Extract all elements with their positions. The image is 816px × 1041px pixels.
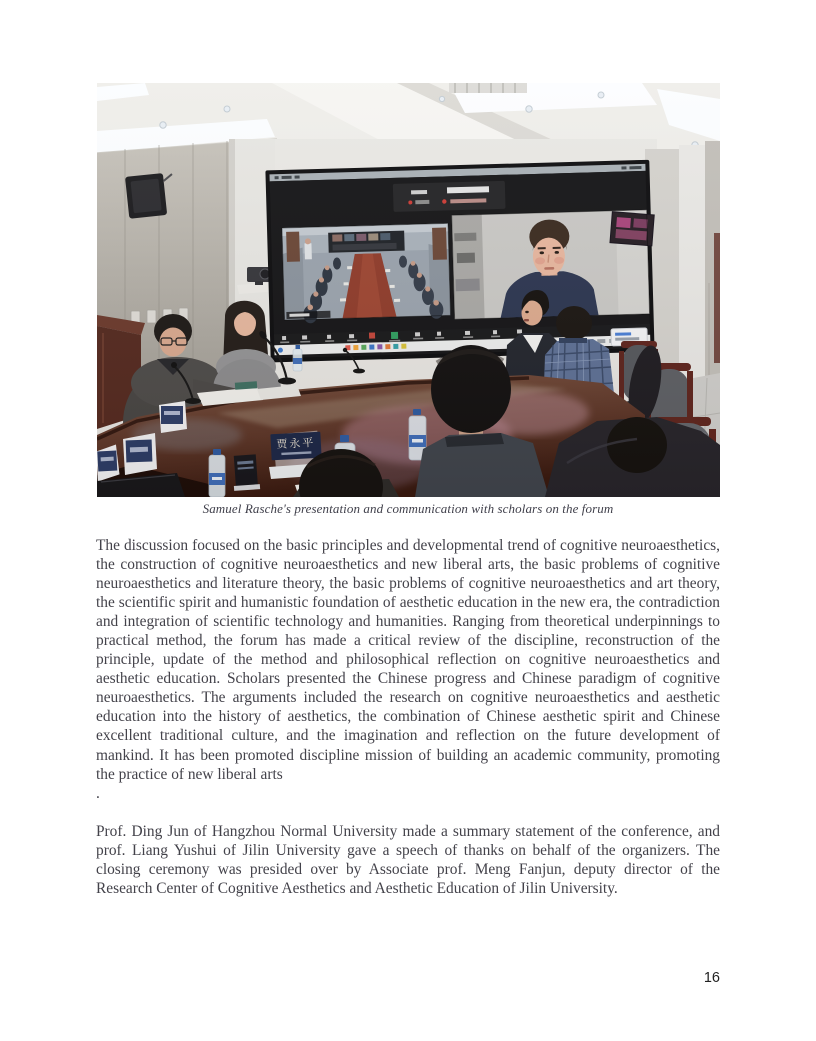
body-paragraph-1: The discussion focused on the basic principles and developmental trend of cognitive neuroaesthetics, the construction of cognitive neuroaesthetics and new liberal arts, the basic problems of cognitive neuroaesthetics and literature theory, the basic problems of cognitive neuroaesthetics and art theory, the scientific spirit and humanistic foundation of aesthetic education in the new era, the contradiction and integration of scientific technology and humanities. Ranging from theoretical underpinnings to practical method, the forum has made a critical review of the discipline, reconstruction of the principle, update of the method and philosophical reflection on cognitive neuroaesthetics and aesthetic education. Scholars presented the Chinese progress and Chinese paradigm of cognitive neuroaesthetics. The arguments included the research on cognitive neuroaesthetics and aesthetic education into the history of aesthetics, the combination of Chinese aesthetic spirit and Chinese excellent traditional culture, and the imagination and reflection on the future development of mankind. It has been promoted discipline mission of building an academic community, promoting the practice of new liberal arts — [96, 537, 720, 783]
body-paragraph-1-period: . — [96, 784, 100, 802]
figure-caption: Samuel Rasche's presentation and communication with scholars on the forum — [202, 501, 614, 516]
photo-haze-overlay — [97, 83, 720, 497]
article-body — [96, 536, 720, 898]
conference-photo-illustration — [97, 83, 720, 497]
conference-photo — [97, 83, 720, 497]
page-number: 16 — [703, 970, 720, 986]
body-paragraph-2: Prof. Ding Jun of Hangzhou Normal University made a summary statement of the conference, and prof. Liang Yushui of Jilin University gave a speech of thanks on behalf of the organizers. The closing ceremony was presided over by Associate prof. Meng Fanjun, deputy director of the Research Center of Cognitive Aesthetics and Aesthetic Education of Jilin University. — [96, 822, 720, 897]
